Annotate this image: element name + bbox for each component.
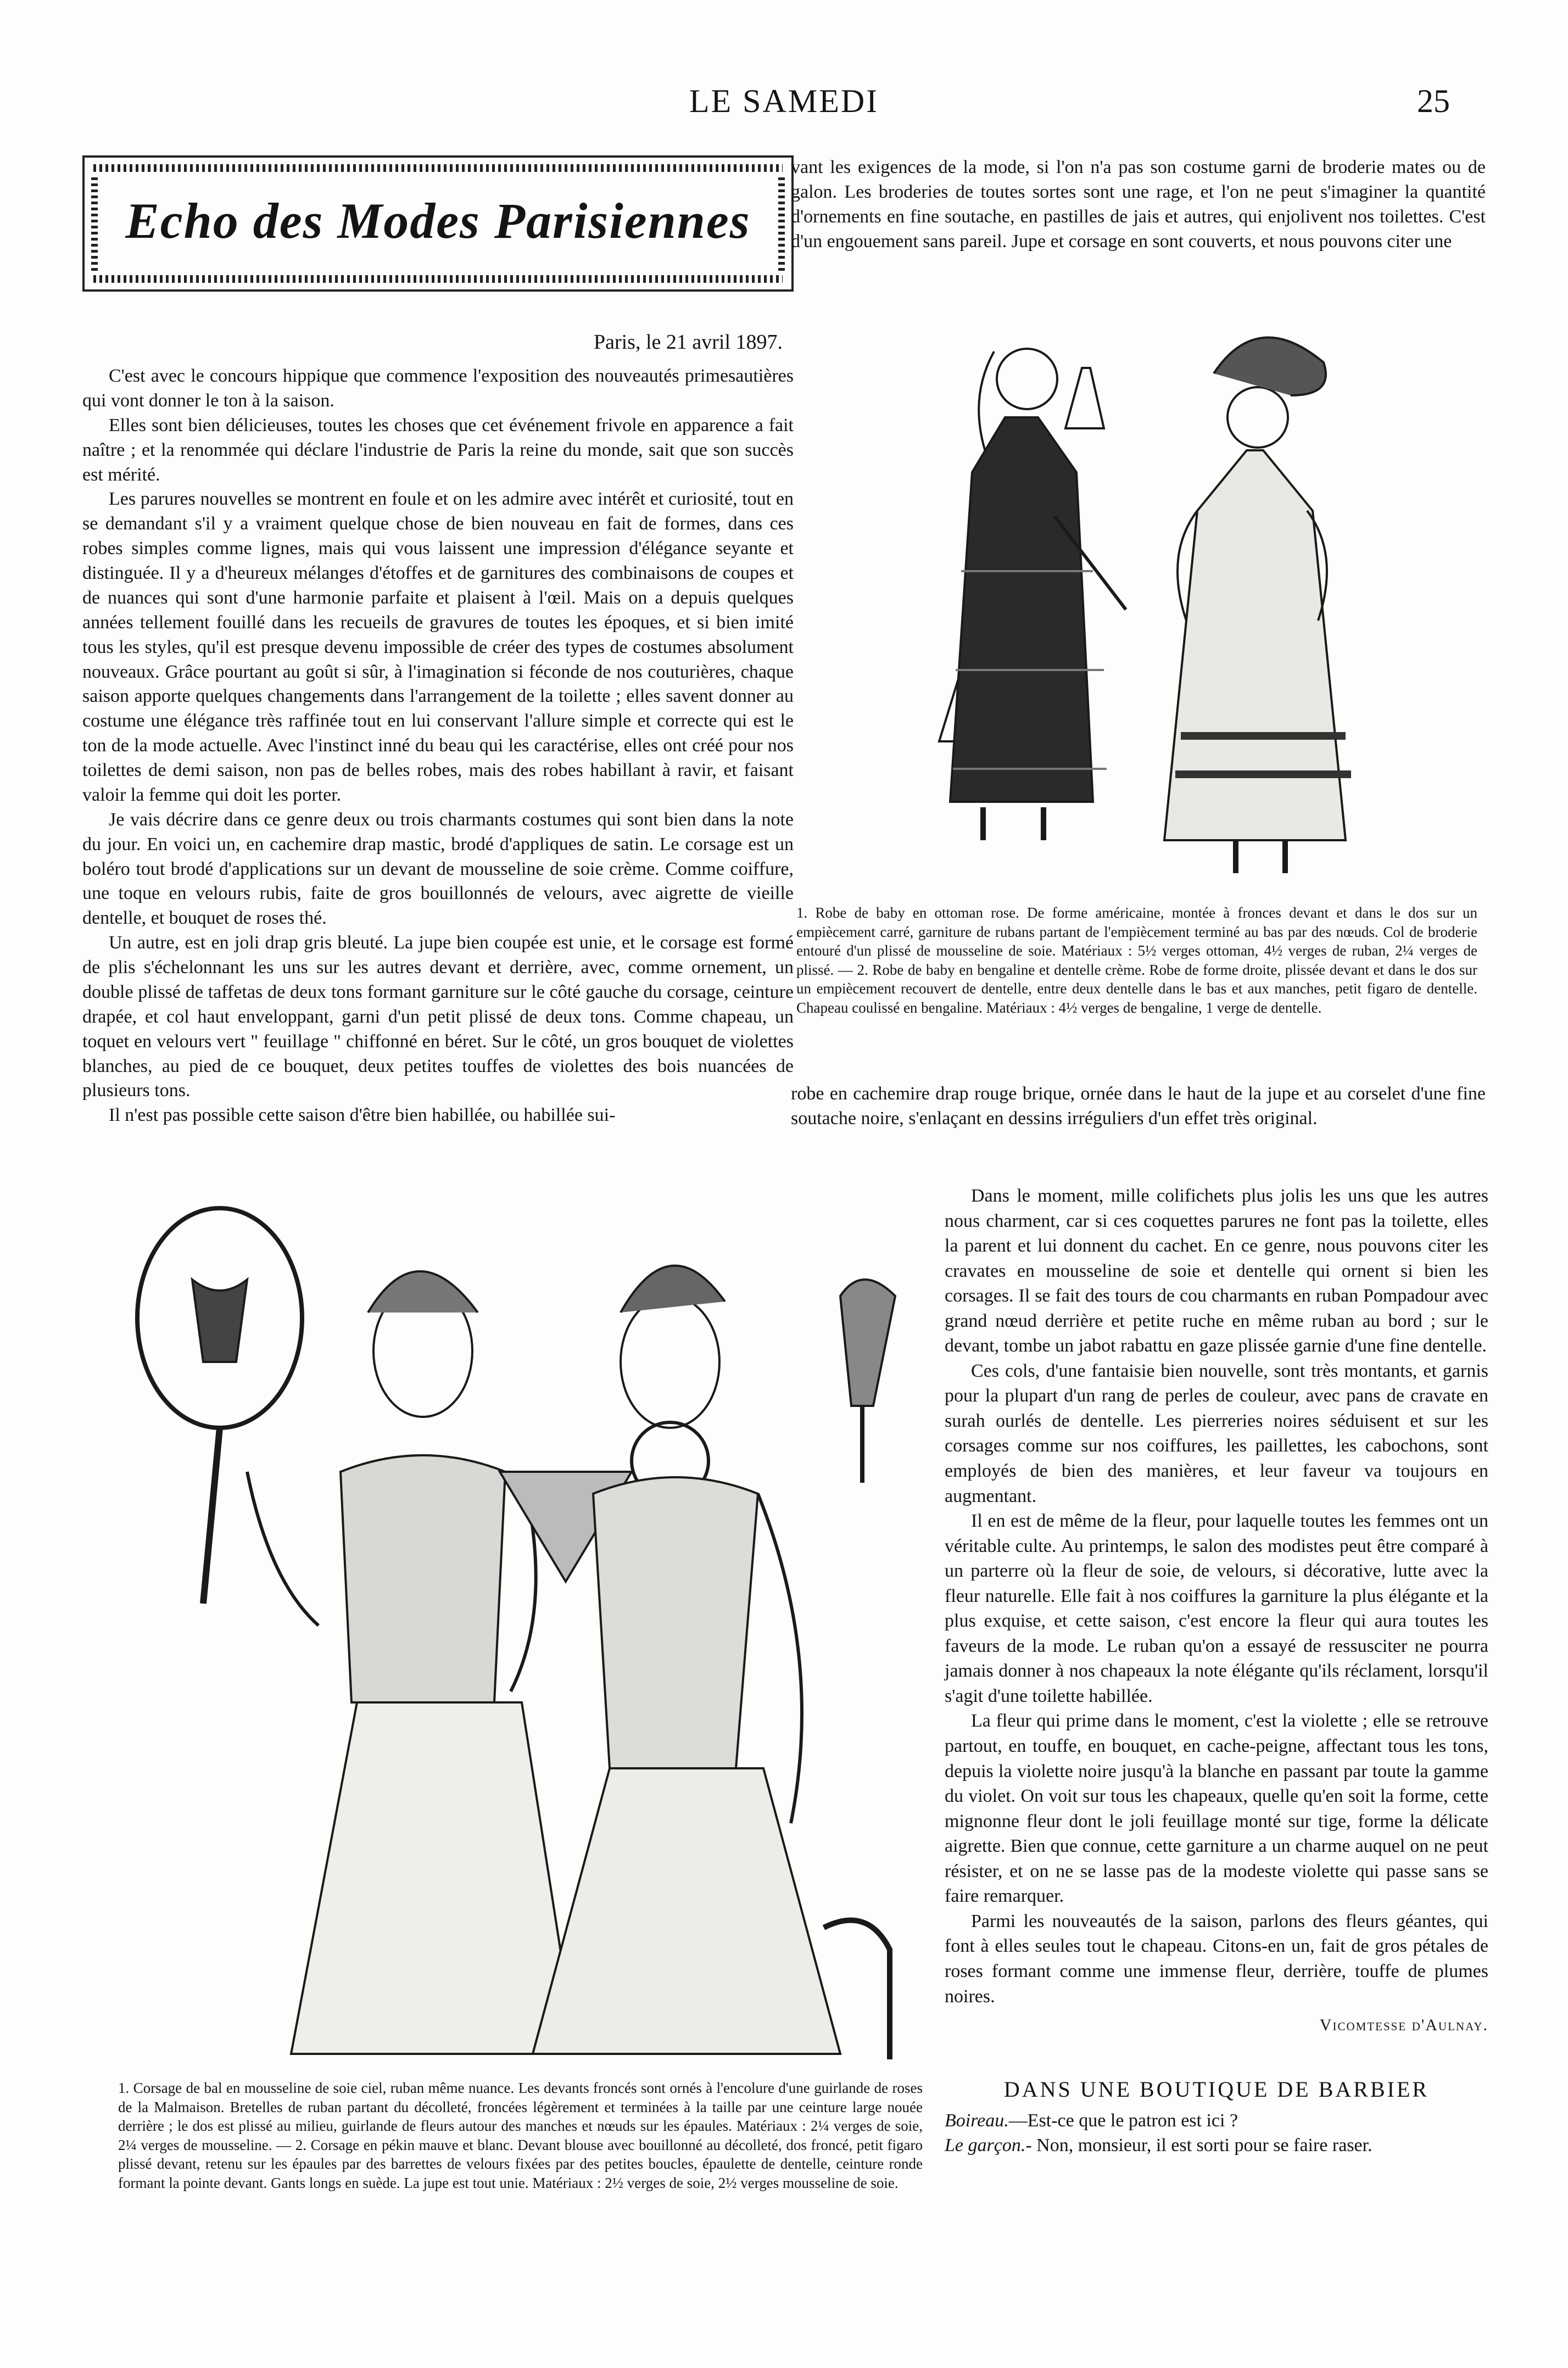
- article-paragraph: Dans le moment, mille colifichets plus jolis les uns que les autres nous charment, car si ces coquettes parures ne font pas la toilette, elles la parent et lui donnent du cachet. En ce genre, nous pouvons citer les cravates en mousseline de soie et dentelle qui ornent si bien les corsages. Il se fait des tours de cou charmants en ruban Pompadour avec grand nœud derrière et petite ruche en même ruban au bord ; sur le devant, tombe un jabot rabattu en gaze plissée garnie d'une fine dentelle.: [945, 1186, 1488, 1356]
- dialogue-text: - Non, monsieur, il est sorti pour se faire raser.: [1025, 2135, 1372, 2155]
- article-paragraph: Elles sont bien délicieuses, toutes les choses que cet événement frivole en apparence a fait naître ; et la renommée qui déclare l'industrie de Paris la reine du monde, sait que son succès est mérité.: [82, 415, 794, 485]
- banner-title: Echo des Modes Parisiennes: [125, 193, 751, 249]
- article-paragraph: C'est avec le concours hippique que commence l'exposition des nouveautés primesautières qui vont donner le ton à la saison.: [82, 366, 794, 411]
- dateline: Paris, le 21 avril 1897.: [593, 331, 783, 354]
- dialogue-line: [945, 2109, 1488, 2134]
- banner-rule-top: [93, 164, 783, 172]
- engraving-children: [796, 286, 1483, 890]
- running-head: [0, 82, 1568, 126]
- article-paragraph: Un autre, est en joli drap gris bleuté. La jupe bien coupée est unie, et le corsage est formé de plis s'échelonnant les uns sur les autres devant et derrière, avec, comme ornement, un double plissé de taffetas de deux tons formant garniture sur le côté gauche du corsage, ceinture drapée, et col haut enveloppant, garni d'un petit plissé de deux tons. Comme chapeau, un toquet en velours vert " feuillage " chiffonné en béret. Sur le côté, un gros bouquet de violettes blanches, au pied de ce bouquet, deux petites touffes de violettes des bois nuancées de plusieurs tons.: [82, 932, 794, 1101]
- running-title: LE SAMEDI: [689, 83, 879, 119]
- humor-title: DANS UNE BOUTIQUE DE BARBIER: [1003, 2077, 1430, 2102]
- article-paragraph: Parmi les nouveautés de la saison, parlons des fleurs géantes, qui font à elles seules tout le chapeau. Citons-en un, fait de gros pétales de roses formant comme une immense fleur, derrière, touffe de plumes noires.: [945, 1911, 1488, 2007]
- article-paragraph: La fleur qui prime dans le moment, c'est la violette ; elle se retrouve partout, en touffe, en bouquet, en cache-peigne, affectant tous les tons, depuis la violette noire jusqu'à la blanche en passant par toute la gamme du violet. On voit sur tous les chapeaux, quelle qu'en soit la forme, cette mignonne fleur dont le joli feuillage monté sur tige, forme la délicate aigrette. Bien que connue, cette garniture a un charme auquel on ne peut résister, et on ne se lasse pas de la modeste violette qui passe sans se faire remarquer.: [945, 1711, 1488, 1907]
- children-dresses-illustration: [796, 286, 1483, 890]
- right-column-lower-text: [945, 1183, 1488, 2158]
- dialogue-text: —Est-ce que le patron est ici ?: [1008, 2110, 1238, 2131]
- left-column: [82, 155, 794, 1128]
- dialogue-speaker: Boireau.: [945, 2110, 1009, 2131]
- article-paragraph: vant les exigences de la mode, si l'on n'a pas son costume garni de broderie mates ou de galon. Les broderies de toutes sortes sont une rage, et l'on ne peut s'imaginer la quantité d'ornements en fine soutache, en pastilles de jais et autres, qui enjolivent nos toilettes. C'est d'un engouement sans pareil. Jupe et corsage en sont couverts, et nous pouvons citer une: [791, 157, 1486, 252]
- article-paragraph: Les parures nouvelles se montrent en foule et on les admire avec intérêt et curiosité, tout en se demandant s'il y a vraiment quelque chose de bien nouveau en fait de formes, dans ces robes simples comme lignes, mais qui vous laissent une impression d'élégance seyante et distinguée. Il y a d'heureux mélanges d'étoffes et de garnitures des combinaisons de coupes et de nuances qui sont d'une harmonie parfaite et plaisent à l'œil. Mais on a depuis quelques années tellement fouillé dans les recueils de gravures de toutes les époques, et si bien imité tous les styles, qu'il est presque devenu impossible de créer des types de costumes absolument nouveaux. Grâce pourtant au goût si sûr, à l'imagination si féconde de nos couturières, chaque saison apporte quelques changements dans l'arrangement de la toilette ; elles savent donner au costume une élégance très raffinée tout en lui conservant l'allure simple et correcte qui est le ton de la mode actuelle. Avec l'instinct inné du beau qui les caractérise, elles ont créé pour nos toilettes de demi saison, non pas de belles robes, mais des robes habillant à ravir, et faisant valoir la femme qui doit les porter.: [82, 489, 794, 805]
- right-column-mid-text: [791, 1082, 1486, 1131]
- right-column-top-text: [791, 155, 1486, 254]
- author-signature: Vicomtesse d'Aulnay.: [1319, 2016, 1488, 2035]
- engraving-ballgowns: [82, 1186, 928, 2065]
- dialogue-line: [945, 2134, 1488, 2158]
- children-caption: 1. Robe de baby en ottoman rose. De forme américaine, montée à fronces devant et dans le dos sur un empiècement carré, garniture de rubans partant de l'empiècement terminé au bas par des nœuds. Col de broderie entouré d'un plissé de mousseline de soie. Matériaux : 5½ verges ottoman, 4½ verges de ruban, 2¼ verges de plissé. — 2. Robe de baby en bengaline et dentelle crème. Robe de forme droite, plissée devant et dans le dos sur un empiècement recouvert de dentelle, entre deux dentelle dans le bas et aux manches, petit figaro de dentelle. Chapeau coulissé en bengaline. Matériaux : 4½ verges de bengaline, 1 verge de dentelle.: [796, 904, 1477, 1016]
- page-number: 25: [1417, 83, 1450, 119]
- dialogue-speaker: Le garçon.: [945, 2135, 1026, 2155]
- article-body: [82, 364, 794, 1128]
- article-paragraph: Il n'est pas possible cette saison d'être bien habillée, ou habillée sui-: [109, 1105, 616, 1126]
- ballgowns-caption: 1. Corsage de bal en mousseline de soie ciel, ruban même nuance. Les devants froncés sont ornés à l'encolure d'une guirlande de roses de la Malmaison. Bretelles de ruban partant du décolleté, froncées légèrement et terminées à la taille par une ceinture large nouée derrière ; le dos est plissé au milieu, guirlande de fleurs autour des manches et nœuds sur les épaules. Matériaux : 2¼ verges de soie, 2¼ verges de mousseline. — 2. Corsage en pékin mauve et blanc. Devant blouse avec bouillonné au décolleté, dos froncé, petit figaro plissé devant, retenu sur les épaules par des barrettes de velours fixées par des petites boucles, épaulette de dentelle, ceinture ronde formant la pointe devant. Gants longs en suède. La jupe est tout unie. Matériaux : 2½ verges de soie, 2½ verges mousseline de soie.: [118, 2080, 923, 2191]
- article-paragraph: Ces cols, d'une fantaisie bien nouvelle, sont très montants, et garnis pour la plupart d'un rang de perles de couleur, avec pans de cravate en surah ourlés de dentelle. Les pierreries noires séduisent et sur les corsages comme sur nos coiffures, les paillettes, les cabochons, sont employés de bien des manières, et leur faveur va toujours en augmentant.: [945, 1360, 1488, 1506]
- ballgowns-illustration: [82, 1186, 928, 2065]
- section-banner: [82, 155, 794, 292]
- article-paragraph: robe en cachemire drap rouge brique, ornée dans le haut de la jupe et au corselet d'une fine soutache noire, s'enlaçant en dessins irréguliers d'un effet très original.: [791, 1084, 1486, 1129]
- article-paragraph: Il en est de même de la fleur, pour laquelle toutes les femmes ont un véritable culte. Au printemps, le salon des modistes peut être comparé à un parterre où la fleur de soie, de velours, si décorative, lutte avec la fleur naturelle. Elle fait à nos coiffures la garniture la plus élégante et la plus exquise, et cette saison, c'est encore la fleur qui aura toutes les faveurs de la mode. Le ruban qu'on a essayé de ressusciter ne pourra jamais donner à nos chapeaux la note élégante qu'ils réclament, lorsqu'il s'agit d'une toilette habillée.: [945, 1511, 1488, 1706]
- banner-rule-bottom: [93, 275, 783, 283]
- article-paragraph: Je vais décrire dans ce genre deux ou trois charmants costumes qui sont bien dans la note du jour. En voici un, en cachemire drap mastic, brodé d'appliques de satin. Le corsage est un boléro tout brodé d'applications sur un devant de mousseline de soie crème. Comme coiffure, une toque en velours rubis, faite de gros bouillonnés de velours, avec aigrette de vieille dentelle, et bouquet de roses thé.: [82, 809, 794, 929]
